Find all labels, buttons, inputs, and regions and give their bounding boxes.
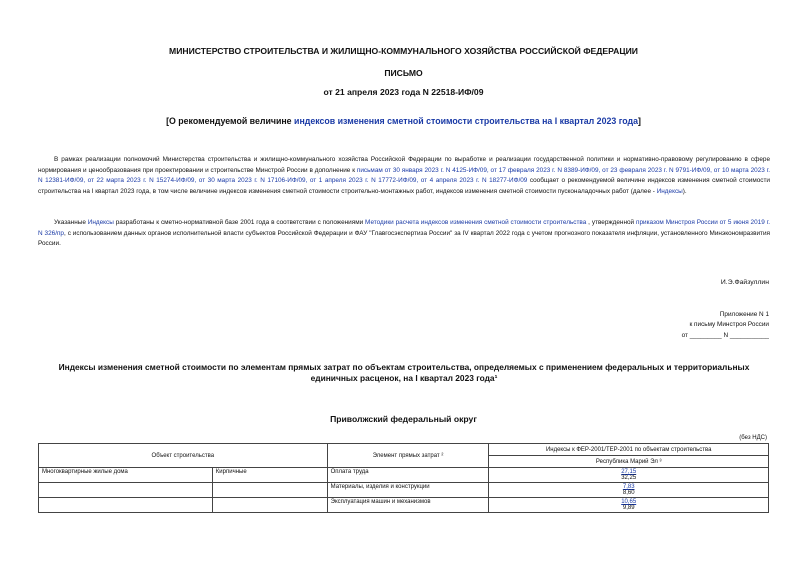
doc-date-number: от 21 апреля 2023 года N 22518-ИФ/09 bbox=[323, 87, 484, 97]
vat-note: (без НДС) bbox=[739, 435, 767, 441]
table-row: Эксплуатация машин и механизмов 10,65 9,89 bbox=[39, 498, 769, 513]
appendix-date-number: от _________ N ___________ bbox=[681, 332, 769, 339]
indices-link-2[interactable]: Индексы bbox=[87, 219, 114, 226]
header-indices: Индексы к ФЕР-2001/ТЕР-2001 по объектам строительства bbox=[489, 444, 769, 456]
table-title: Индексы изменения сметной стоимости по элементам прямых затрат по объектам строительства, определяемых с применением федеральных и территориальных единичных расценок, на I квартал 2023 года¹ bbox=[58, 362, 750, 383]
ministry-title: МИНИСТЕРСТВО СТРОИТЕЛЬСТВА И ЖИЛИЩНО-КОММУНАЛЬНОГО ХОЗЯЙСТВА РОССИЙСКОЙ ФЕДЕРАЦИИ bbox=[169, 46, 638, 56]
appendix-number: Приложение N 1 bbox=[719, 311, 769, 318]
index-value-link[interactable]: 27,15 bbox=[621, 469, 637, 475]
header-object: Объект строительства bbox=[39, 444, 328, 468]
indices-link[interactable]: Индексы bbox=[656, 187, 683, 195]
region-title: Приволжский федеральный округ bbox=[330, 414, 477, 424]
header-region: Республика Марий Эл ³ bbox=[489, 456, 769, 468]
table-row: Материалы, изделия и конструкции 7,83 8,60 bbox=[39, 483, 769, 498]
index-value-link[interactable]: 7,83 bbox=[622, 484, 635, 490]
header-element: Элемент прямых затрат ² bbox=[327, 444, 489, 468]
methodology-link[interactable]: Методики расчета индексов изменения сметной стоимости строительства bbox=[365, 219, 587, 226]
index-value-link[interactable]: 10,65 bbox=[621, 499, 637, 505]
table-header-row bbox=[39, 444, 769, 456]
signature: И.Э.Файзуллин bbox=[720, 279, 769, 286]
appendix-to-letter: к письму Минстроя России bbox=[689, 321, 769, 328]
subject-link[interactable]: индексов изменения сметной стоимости строительства на I квартал 2023 года bbox=[294, 116, 638, 126]
order-link[interactable]: приказом Минстроя России от 5 июня 2019 г. N 326/пр bbox=[38, 219, 770, 237]
indices-table bbox=[38, 443, 769, 513]
doc-type: ПИСЬМО bbox=[384, 68, 423, 78]
paragraph-2: Указанные Индексы разработаны к сметно-нормативной базе 2001 года в соответствии с положениями Методики расчета индексов изменения сметной стоимости строительства , утвержденной приказом Минстроя России от 5 июня 2019 г. N 326/пр, с использованием данных органов исполнительной власти субъектов Российской Федерации и ФАУ "Главгосэкспертиза России" за IV квартал 2022 года с учетом прогнозного показателя инфляции, установленного Минэкономразвития России. bbox=[38, 219, 771, 247]
letters-link[interactable]: письмам от 30 января 2023 г. N 4125-ИФ/09, от 17 февраля 2023 г. N 8389-ИФ/09, от 23 февраля 2023 г. N 9791-ИФ/09, от 10 марта 2023 г. N 12381-ИФ/09, от 22 марта 2023 г. N 15274-ИФ/09, от 30 марта 2023 г. N 17106-ИФ/09, от 1 апреля 2023 г. N 17772-ИФ/09, от 4 апреля 2023 г. N 18277-ИФ/09 bbox=[38, 166, 771, 184]
doc-subject: [О рекомендуемой величине индексов изменения сметной стоимости строительства на I квартал 2023 года] bbox=[166, 116, 641, 126]
paragraph-1: В рамках реализации полномочий Министерства строительства и жилищно-коммунального хозяйства Российской Федерации по выработке и реализации государственной политики и нормативно-правовому регулированию в сфере нормирования и ценообразования при проектировании и строительстве Минстрой России в дополнение к письмам от 30 января 2023 г. N 4125-ИФ/09, от 17 февраля 2023 г. N 8389-ИФ/09, от 23 февраля 2023 г. N 9791-ИФ/09, от 10 марта 2023 г. N 12381-ИФ/09, от 22 марта 2023 г. N 15274-ИФ/09, от 30 марта 2023 г. N 17106-ИФ/09, от 1 апреля 2023 г. N 17772-ИФ/09, от 4 апреля 2023 г. N 18277-ИФ/09 сообщает о рекомендуемой величине индексов изменения сметной стоимости строительства на I квартал 2023 года, в том числе величине индексов изменения сметной стоимости строительно-монтажных работ, индексов изменения сметной стоимости пусконаладочных работ (далее - Индексы). bbox=[38, 156, 771, 195]
table-row: Многоквартирные жилые дома Кирпичные Оплата труда 27,15 32,25 bbox=[39, 468, 769, 483]
